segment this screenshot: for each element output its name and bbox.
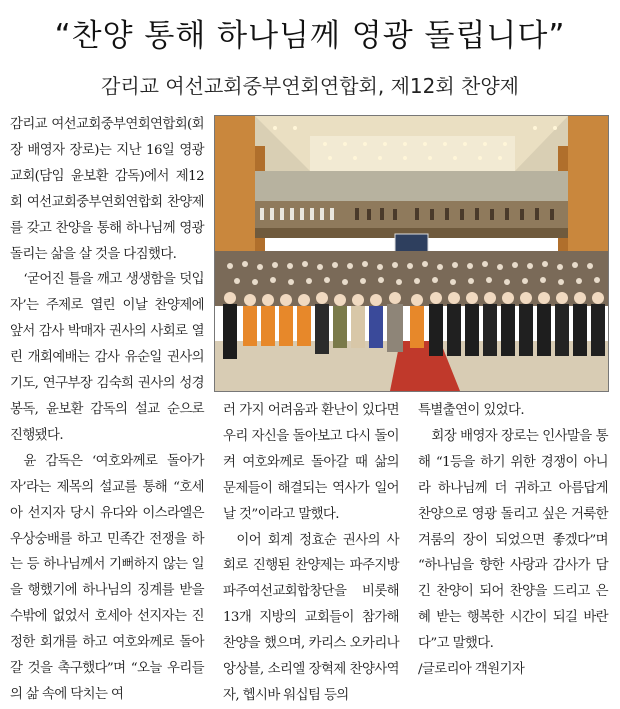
paragraph: 이어 회계 정효순 권사의 사회로 진행된 찬양제는 파주지방 파주여선교회합창단을 비롯해 13개 지방의 교회들이 참가해 찬양을 했으며, 카리스 오카리나 앙상블, 소리엘 장혁제 찬양사역자, 헵시바 워십팀 등의 <box>223 532 399 703</box>
paragraph: 윤 감독은 ‘여호와께로 돌아가자’라는 제목의 설교를 통해 “호세아 선지자 당시 유다와 이스라엘은 우상숭배를 하고 민족간 전쟁을 하는 등 하나님께서 기뻐하지 않는 일을 행했기에 하나님의 징계를 받을 수밖에 없었서 호세아 선지자는 진정한 회개를 하고 여호와께로 돌아갈 것을 촉구했다”며 “오늘 우리들의 삶 속에 닥치는 여 <box>10 453 204 702</box>
article-column-2 <box>223 398 399 709</box>
article-column-1 <box>10 112 204 708</box>
paragraph: 회장 배영자 장로는 인사말을 통해 “1등을 하기 위한 경쟁이 아니라 하나님께 더 귀하고 아름답게 찬양으로 영광 돌리고 싶은 거룩한 겨룸의 장이 되었으면 좋겠다”며 “하나님을 향한 사랑과 감사가 담긴 찬양이 되어 찬양을 드리고 은혜 받는 행복한 시간이 되길 바란다”고 말했다. <box>418 428 608 652</box>
group-photo <box>214 115 609 392</box>
paragraph: 특별출연이 있었다. <box>418 403 524 418</box>
paragraph: 러 가지 어려움과 환난이 있다면 우리 자신을 돌아보고 다시 돌이켜 여호와께로 돌아갈 때 삶의 문제들이 해결되는 역사가 일어날 것”이라고 말했다. <box>223 403 399 522</box>
article-column-3 <box>418 398 608 683</box>
paragraph: 감리교 여선교회중부연회연합회(회장 배영자 장로)는 지난 16일 영광교회(담임 윤보환 감독)에서 제12회 여선교회중부연회연합회 찬양제를 갖고 찬양을 통해 하나님께 영광돌리는 삶을 살 것을 다짐했다. <box>10 117 204 262</box>
paragraph: ‘굳어진 틀을 깨고 생생함을 덧입자’는 주제로 열린 이날 찬양제에 앞서 감사 박매자 권사의 사회로 열린 개회예배는 감사 유순일 권사의 기도, 연구부장 김숙희 권사의 성경봉독, 윤보환 감독의 설교 순으로 진행됐다. <box>10 272 204 443</box>
subheadline: 감리교 여선교회중부연회연합회, 제12회 찬양제 <box>101 74 519 98</box>
byline: /글로리아 객원기자 <box>418 662 525 678</box>
headline: “찬양 통해 하나님께 영광 돌립니다” <box>54 18 566 54</box>
